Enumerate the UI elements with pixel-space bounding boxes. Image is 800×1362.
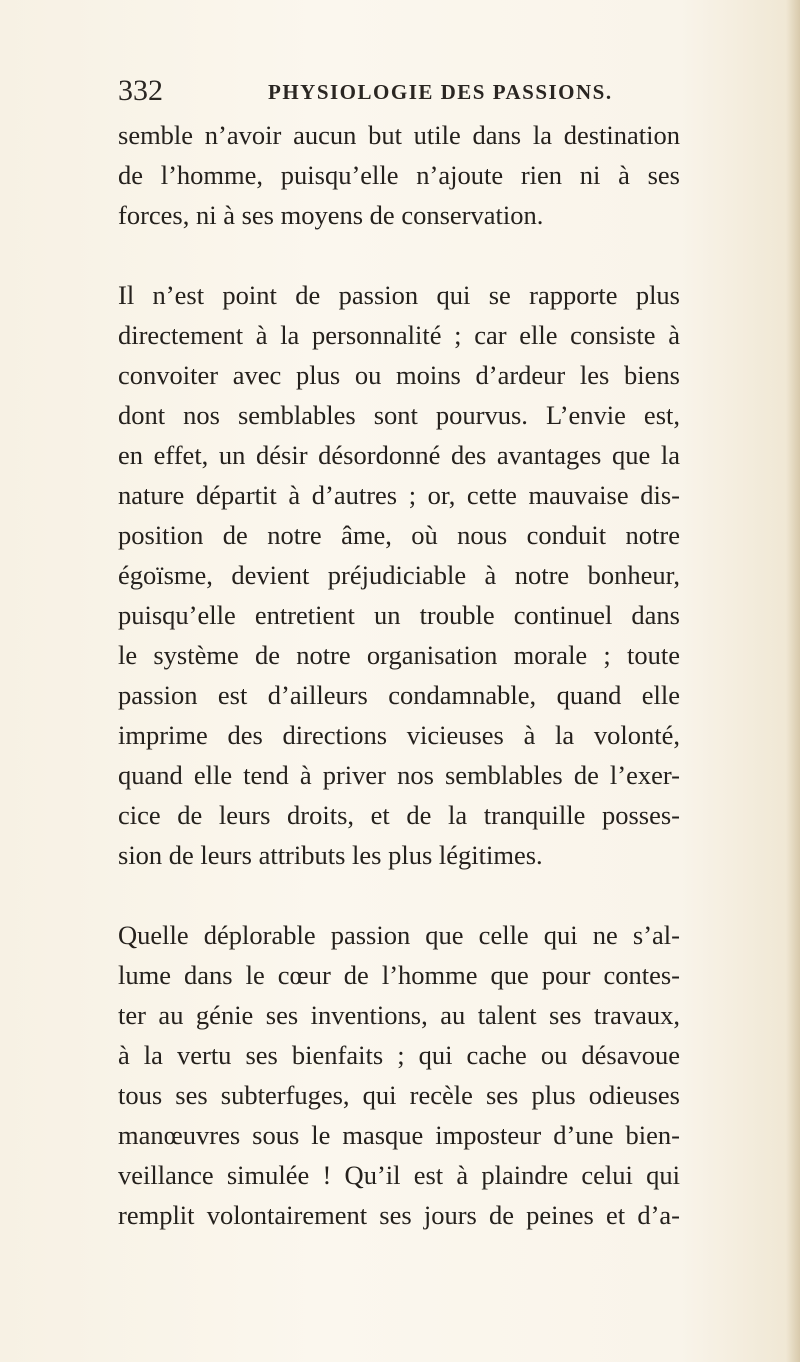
text-line: remplit volontairement ses jours de peines et d’a-	[118, 1200, 680, 1230]
text-line: convoiter avec plus ou moins d’ardeur les biens	[118, 360, 680, 390]
paragraph-gap	[118, 875, 680, 915]
paragraph-gap	[118, 235, 680, 275]
text-line: manœuvres sous le masque imposteur d’une bien-	[118, 1120, 680, 1150]
text-line: imprime des directions vicieuses à la volonté,	[118, 720, 680, 750]
text-line: ter au génie ses inventions, au talent ses travaux,	[118, 1000, 680, 1030]
text-line: Quelle déplorable passion que celle qui ne s’al-	[118, 920, 680, 950]
page-number: 332	[118, 74, 163, 107]
text-line: puisqu’elle entretient un trouble continuel dans	[118, 600, 680, 630]
text-line: cice de leurs droits, et de la tranquille posses-	[118, 800, 680, 830]
text-line: tous ses subterfuges, qui recèle ses plus odieuses	[118, 1080, 680, 1110]
text-line: passion est d’ailleurs condamnable, quand elle	[118, 680, 680, 710]
text-line: à la vertu ses bienfaits ; qui cache ou désavoue	[118, 1040, 680, 1070]
text-line: veillance simulée ! Qu’il est à plaindre celui qui	[118, 1160, 680, 1190]
page-edge-shadow	[786, 0, 800, 1362]
text-line: forces, ni à ses moyens de conservation.	[118, 200, 544, 230]
body-text	[118, 115, 680, 1235]
text-line: sion de leurs attributs les plus légitimes.	[118, 840, 543, 870]
text-line: de l’homme, puisqu’elle n’ajoute rien ni à ses	[118, 160, 680, 190]
running-head	[118, 74, 680, 114]
text-line: Il n’est point de passion qui se rapporte plus	[118, 280, 680, 310]
text-line: égoïsme, devient préjudiciable à notre bonheur,	[118, 560, 680, 590]
text-line: lume dans le cœur de l’homme que pour contes-	[118, 960, 680, 990]
text-line: directement à la personnalité ; car elle consiste à	[118, 320, 680, 350]
text-line: dont nos semblables sont pourvus. L’envie est,	[118, 400, 680, 430]
text-line: semble n’avoir aucun but utile dans la destination	[118, 120, 680, 150]
text-line: nature départit à d’autres ; or, cette mauvaise dis-	[118, 480, 680, 510]
text-line: quand elle tend à priver nos semblables de l’exer-	[118, 760, 680, 790]
running-title: PHYSIOLOGIE DES PASSIONS.	[268, 80, 613, 104]
text-line: en effet, un désir désordonné des avantages que la	[118, 440, 680, 470]
text-line: position de notre âme, où nous conduit notre	[118, 520, 680, 550]
text-line: le système de notre organisation morale ; toute	[118, 640, 680, 670]
